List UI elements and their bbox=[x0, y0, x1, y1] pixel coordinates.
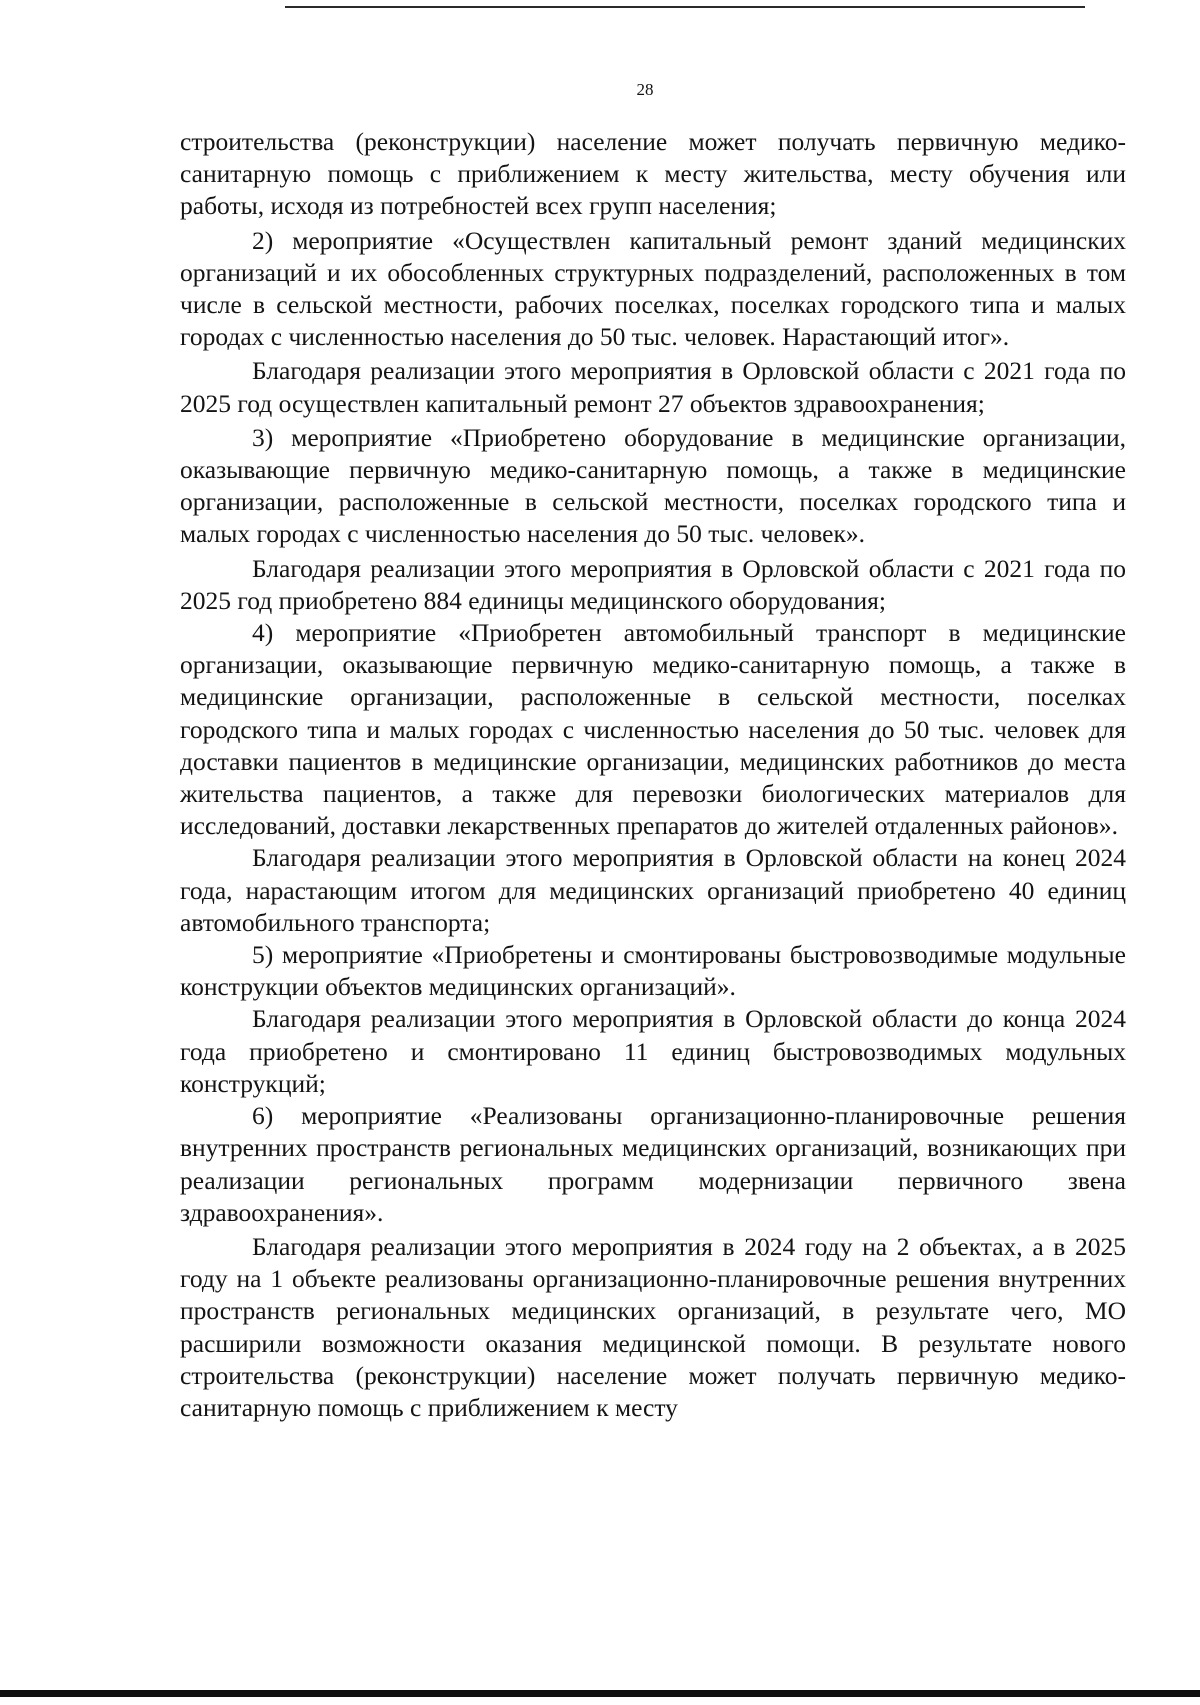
paragraph-measure-3: 3) мероприятие «Приобретено оборудование в медицинские организации, оказывающие первичную медико-санитарную помощь, а также в медицинские организации, расположенные в сельской местности, поселках городского типа и малых городах с численностью населения до 50 тыс. человек». bbox=[180, 422, 1126, 549]
paragraph-result-6: Благодаря реализации этого мероприятия в 2024 году на 2 объектах, а в 2025 году на 1 объекте реализованы организационно-планировочные решения внутренних пространств региональных медицинских организаций, в результате чего, МО расширили возможности оказания медицинской помощи. В результате нового строительства (реконструкции) население может получать первичную медико-санитарную помощь с приближением к месту bbox=[180, 1231, 1126, 1422]
paragraph-measure-5: 5) мероприятие «Приобретены и смонтированы быстровозводимые модульные конструкции объектов медицинских организаций». bbox=[180, 940, 1126, 1002]
paragraph-result-5: Благодаря реализации этого мероприятия в Орловской области до конца 2024 года приобретено и смонтировано 11 единиц быстровозводимых модульных конструкций; bbox=[180, 1004, 1126, 1098]
paragraph-measure-4: 4) мероприятие «Приобретен автомобильный транспорт в медицинские организации, оказывающие первичную медико-санитарную помощь, а также в медицинские организации, расположенные в сельской местности, поселках городского типа и малых городах с численностью населения до 50 тыс. человек для доставки пациентов в медицинские организации, медицинских работников до места жительства пациентов, а также для перевозки биологических материалов для исследований, доставки лекарственных препаратов до жителей отдаленных районов». bbox=[180, 618, 1126, 841]
paragraph-result-3: Благодаря реализации этого мероприятия в Орловской области с 2021 года по 2025 год приобретено 884 единицы медицинского оборудования; bbox=[180, 553, 1126, 615]
paragraph-continuation: строительства (реконструкции) население может получать первичную медико-санитарную помощь с приближением к месту жительства, месту обучения или работы, исходя из потребностей всех групп населения; bbox=[180, 127, 1126, 221]
paragraph-result-2: Благодаря реализации этого мероприятия в Орловской области с 2021 года по 2025 год осуществлен капитальный ремонт 27 объектов здравоохранения; bbox=[180, 356, 1126, 418]
scan-border-top bbox=[285, 6, 1085, 8]
document-body bbox=[180, 126, 1126, 1424]
scan-border-bottom bbox=[0, 1690, 1200, 1697]
paragraph-measure-6: 6) мероприятие «Реализованы организационно-планировочные решения внутренних пространств региональных медицинских организаций, возникающих при реализации региональных программ модернизации первичного звена здравоохранения». bbox=[180, 1101, 1126, 1227]
page-number: 28 bbox=[636, 80, 654, 99]
paragraph-result-4: Благодаря реализации этого мероприятия в Орловской области на конец 2024 года, нарастающим итогом для медицинских организаций приобретено 40 единиц автомобильного транспорта; bbox=[180, 843, 1126, 937]
paragraph-measure-2: 2) мероприятие «Осуществлен капитальный ремонт зданий медицинских организаций и их обособленных структурных подразделений, расположенных в том числе в сельской местности, рабочих поселках, поселках городского типа и малых городах с численностью населения до 50 тыс. человек. Нарастающий итог». bbox=[180, 225, 1126, 352]
